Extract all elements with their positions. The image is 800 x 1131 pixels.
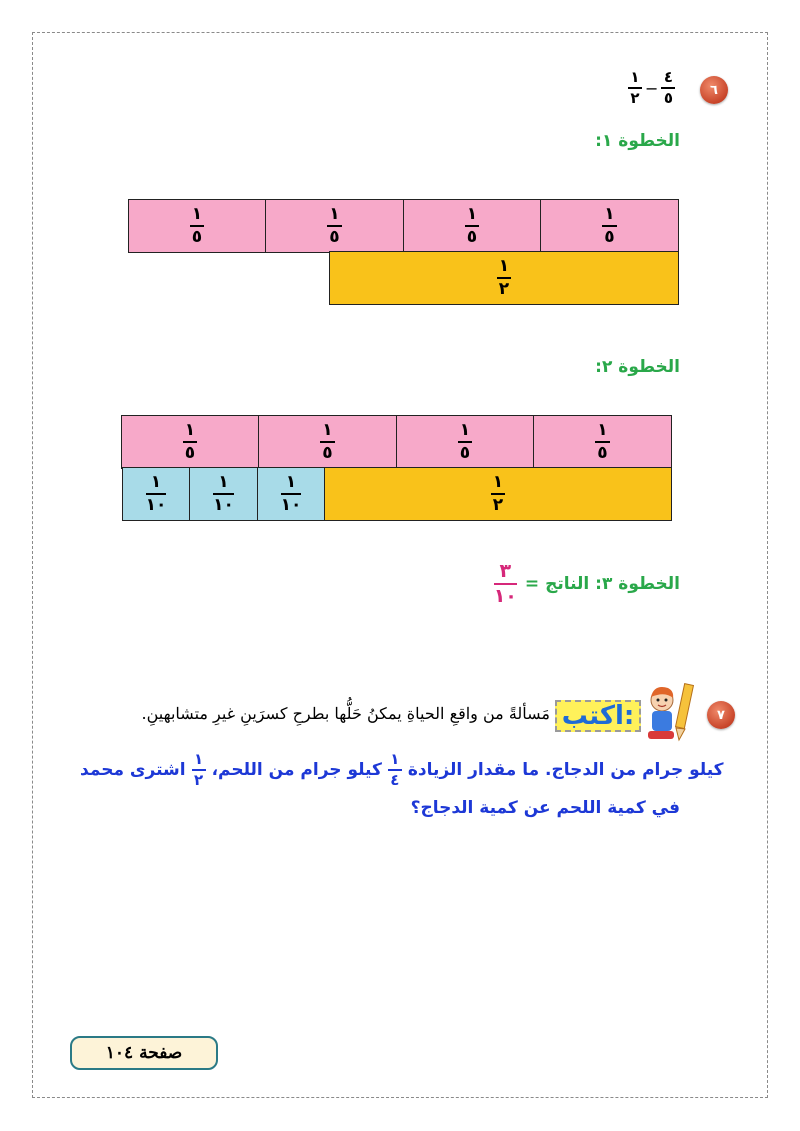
write-badge — [555, 700, 641, 732]
step-3-label: الخطوة ٣: الناتج = — [524, 574, 680, 594]
problem-6-number-icon — [700, 76, 728, 104]
problem-6-expression — [628, 70, 675, 106]
tenth-cell: $\frac{١}{١٠}$ — [189, 467, 258, 521]
answer-line-2: في كمية اللحم عن كمية الدجاج؟ — [410, 798, 680, 818]
write-label: اكتب: — [561, 701, 635, 731]
fifth-cell: $\frac{١}{٥}$ — [540, 199, 679, 253]
half-cell: $\frac{١}{٢}$ — [329, 251, 679, 305]
problem-7-answer — [80, 750, 724, 824]
fraction-one-half: $\frac{١}{٢}$ — [192, 752, 206, 788]
step-1-half-bar — [330, 252, 679, 306]
fraction-one-quarter: $\frac{١}{٤}$ — [388, 752, 402, 788]
problem-7-number-icon — [707, 701, 735, 729]
step-3-row — [494, 562, 680, 606]
problem-7-instruction: مَسألةً من واقعِ الحياةِ يمكنُ حَلُّها بطرحِ كسرَينِ غيرِ متشابهينِ. — [141, 704, 550, 723]
step-1-fifths-bar — [129, 200, 679, 254]
fifth-cell: $\frac{١}{٥}$ — [403, 199, 542, 253]
problem-7-number: ٧ — [717, 707, 725, 723]
fraction-one-half: $\frac{١}{٢}$ — [628, 70, 642, 106]
step-1-label: الخطوة ١: — [595, 131, 680, 151]
result-fraction: $\frac{٣}{١٠}$ — [493, 560, 517, 607]
step-2-fifths-bar — [122, 416, 672, 470]
problem-6-number: ٦ — [710, 82, 718, 98]
fifth-cell: $\frac{١}{٥}$ — [128, 199, 267, 253]
fifth-cell: $\frac{١}{٥}$ — [396, 415, 535, 469]
fifth-cell: $\frac{١}{٥}$ — [265, 199, 404, 253]
step-2-lower-bar — [122, 468, 672, 522]
page-number-label: صفحة ١٠٤ — [105, 1043, 183, 1063]
fifth-cell: $\frac{١}{٥}$ — [258, 415, 397, 469]
page-number-tab — [70, 1036, 218, 1070]
step-2-label: الخطوة ٢: — [595, 357, 680, 377]
tenth-cell: $\frac{١}{١٠}$ — [257, 467, 326, 521]
pencil-mascot-icon — [640, 682, 698, 744]
fraction-four-fifths: $\frac{٤}{٥}$ — [661, 70, 675, 106]
fifth-cell: $\frac{١}{٥}$ — [121, 415, 260, 469]
tenth-cell: $\frac{١}{١٠}$ — [122, 467, 191, 521]
fifth-cell: $\frac{١}{٥}$ — [533, 415, 672, 469]
minus-sign: − — [645, 78, 659, 98]
half-cell: $\frac{١}{٢}$ — [324, 467, 672, 521]
answer-line-1: اشترى محمد $\frac{١}{٢}$ كيلو جرام من اللحم، $\frac{١}{٤}$ كيلو جرام من الدجاج. ما مقدار الزيادة — [80, 750, 724, 789]
